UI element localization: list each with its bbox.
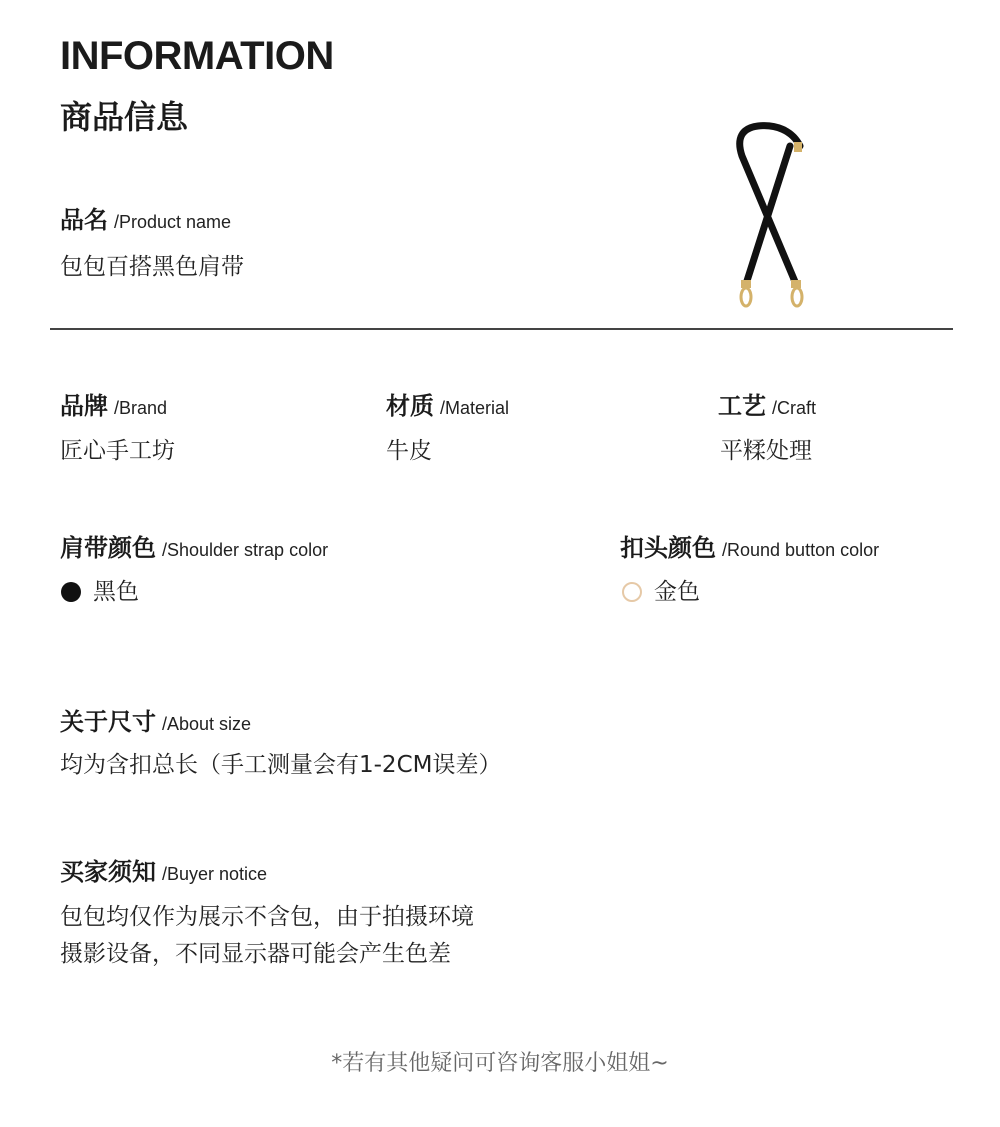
left-clasp-icon (741, 280, 751, 306)
notice-label-en: /Buyer notice (162, 864, 268, 884)
material-value: 牛皮 (386, 438, 432, 464)
size-label (60, 702, 251, 737)
material-label-en: /Material (440, 398, 510, 418)
footer-note: *若有其他疑问可咨询客服小姐姐~ (331, 1051, 669, 1076)
strap-color-value (61, 573, 139, 606)
product-name-value: 包包百搭黑色肩带 (60, 254, 244, 280)
size-label-cn: 关于尺寸 (60, 708, 156, 736)
shoulder-strap-image (720, 116, 820, 312)
strap-color-text: 黑色 (93, 579, 139, 605)
product-name-label-cn: 品名 (60, 206, 108, 234)
brand-label-cn: 品牌 (60, 392, 108, 420)
page-title-en: INFORMATION (60, 34, 334, 78)
black-swatch-icon (61, 582, 81, 602)
button-color-text: 金色 (654, 579, 700, 605)
brand-value: 匠心手工坊 (60, 438, 175, 464)
craft-label-cn: 工艺 (718, 392, 766, 420)
strap-adjuster (794, 142, 802, 152)
strap-color-label (60, 528, 328, 563)
page-title-cn: 商品信息 (60, 98, 189, 136)
strap-body (740, 126, 800, 284)
button-color-label-en: /Round button color (722, 540, 880, 560)
notice-label-cn: 买家须知 (60, 858, 156, 886)
button-color-label-cn: 扣头颜色 (620, 534, 716, 562)
craft-value: 平糅处理 (720, 438, 812, 464)
size-value: 均为含扣总长（手工测量会有1-2CM误差） (60, 752, 502, 778)
gold-swatch-icon (622, 582, 642, 602)
right-clasp-icon (791, 280, 802, 306)
button-color-label (620, 528, 879, 563)
notice-label (60, 852, 267, 887)
craft-label-en: /Craft (772, 398, 817, 418)
strap-color-label-en: /Shoulder strap color (162, 540, 329, 560)
button-color-value (622, 573, 700, 606)
size-label-en: /About size (162, 714, 252, 734)
notice-line-2: 摄影设备，不同显示器可能会产生色差 (60, 941, 451, 967)
strap-color-label-cn: 肩带颜色 (60, 534, 156, 562)
section-divider (50, 328, 953, 330)
material-label-cn: 材质 (386, 392, 434, 420)
brand-label (60, 386, 167, 421)
product-name-label (60, 200, 231, 235)
product-name-label-en: /Product name (114, 212, 232, 232)
material-label (386, 386, 509, 421)
brand-label-en: /Brand (114, 398, 168, 418)
craft-label (718, 386, 816, 421)
notice-line-1: 包包均仅作为展示不含包，由于拍摄环境 (60, 904, 474, 930)
